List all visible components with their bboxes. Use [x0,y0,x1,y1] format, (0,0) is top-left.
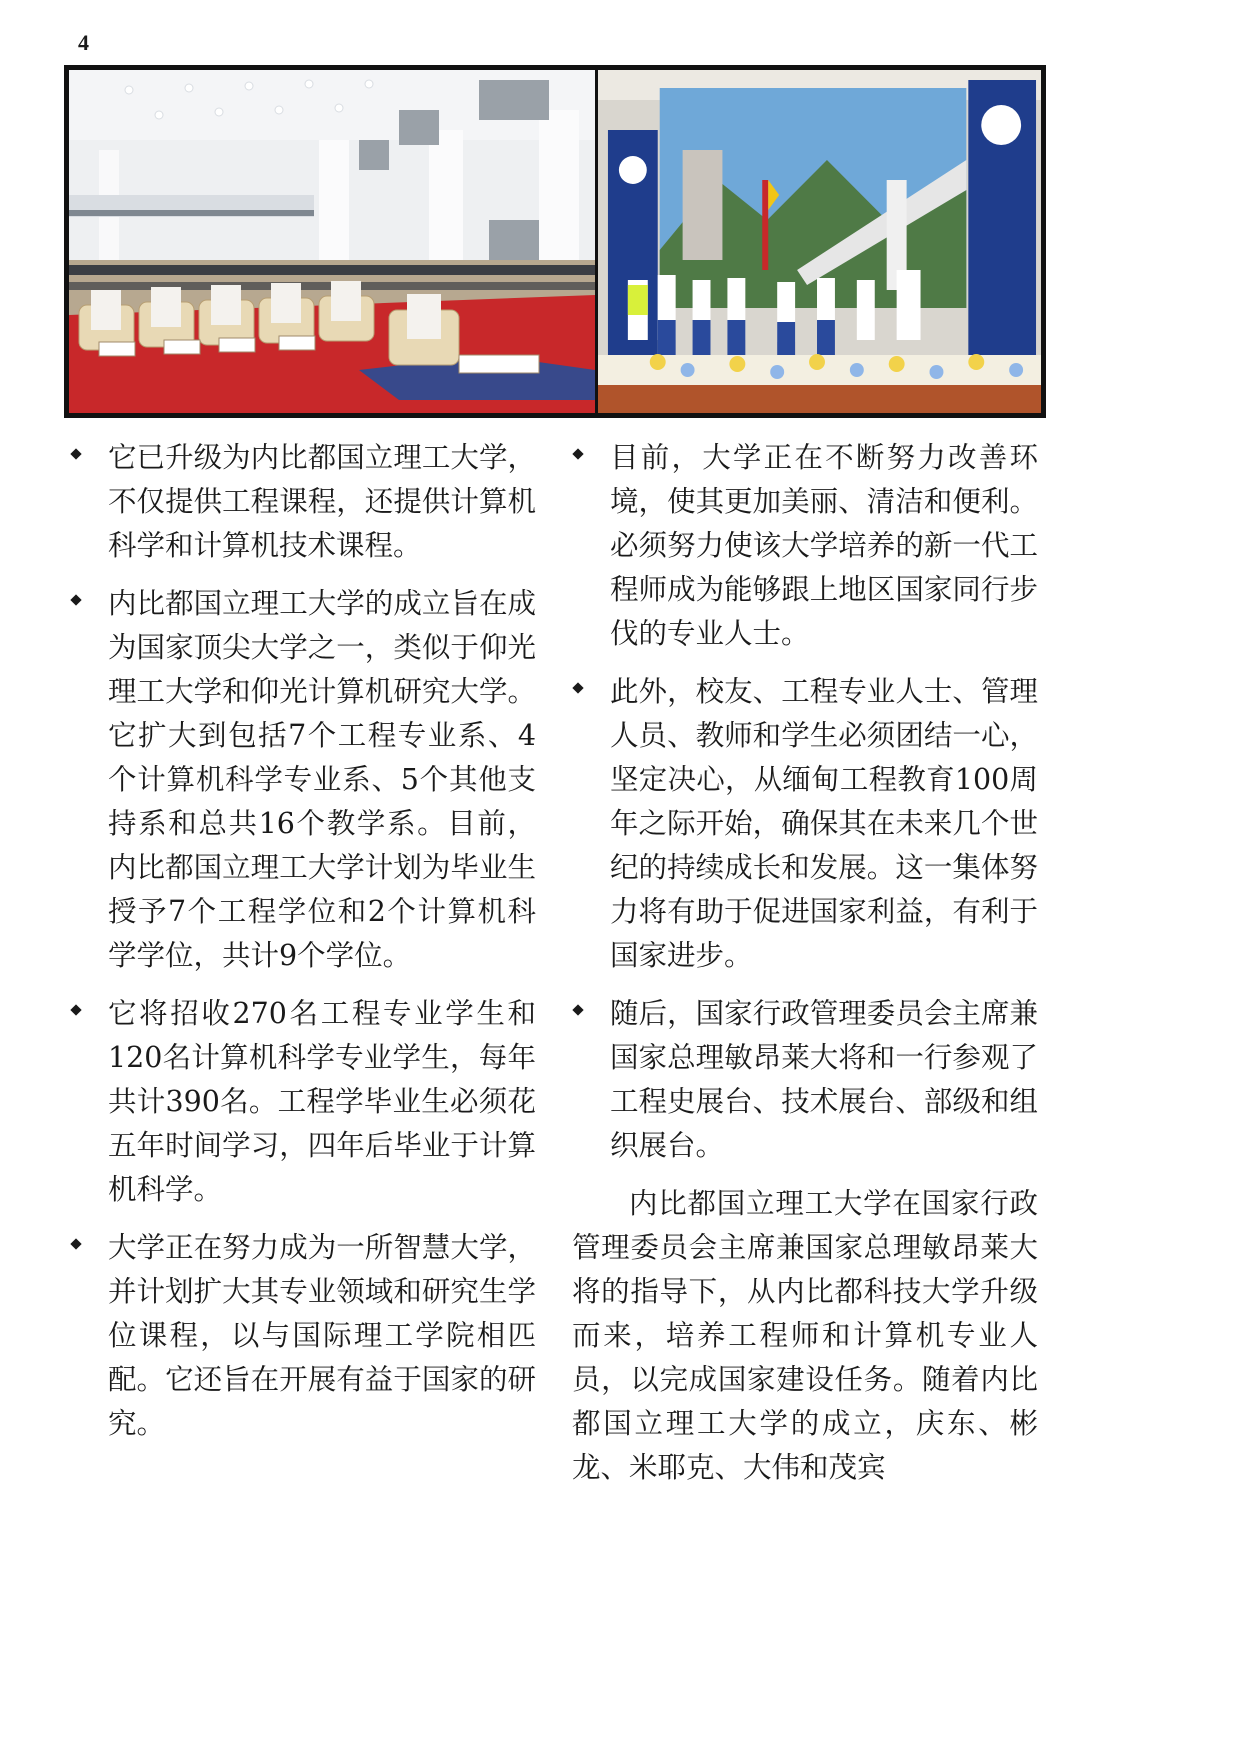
right-bullet-list [572,436,1038,1168]
stage-ceremony-photo [598,70,1041,413]
diamond-bullet-icon [572,682,583,693]
bullet-text: 它将招收270名工程专业学生和120名计算机科学专业学生，每年共计390名。工程学毕业生必须花五年时间学习，四年后毕业于计算机科学。 [108,997,536,1206]
bullet-text: 目前，大学正在不断努力改善环境，使其更加美丽、清洁和便利。必须努力使该大学培养的新一代工程师成为能够跟上地区国家同行步伐的专业人士。 [610,441,1038,650]
diamond-bullet-icon [70,1004,81,1015]
bullet-text: 它已升级为内比都国立理工大学，不仅提供工程课程，还提供计算机科学和计算机技术课程。 [108,441,536,562]
bullet-text: 大学正在努力成为一所智慧大学，并计划扩大其专业领域和研究生学位课程，以与国际理工学院相匹配。它还旨在开展有益于国家的研究。 [108,1231,536,1440]
bullet-text: 内比都国立理工大学的成立旨在成为国家顶尖大学之一，类似于仰光理工大学和仰光计算机研究大学。它扩大到包括7个工程专业系、4个计算机科学专业系、5个其他支持系和总共16个教学系。目前，内比都国立理工大学计划为毕业生授予7个工程学位和2个计算机科学学位，共计9个学位。 [108,587,536,972]
diamond-bullet-icon [70,448,81,459]
diamond-bullet-icon [70,594,81,605]
bullet-item [572,670,1038,978]
body-paragraph: 内比都国立理工大学在国家行政管理委员会主席兼国家总理敏昂莱大将的指导下，从内比都科技大学升级而来，培养工程师和计算机专业人员，以完成国家建设任务。随着内比都国立理工大学的成立，庆东、彬龙、米耶克、大伟和茂宾 [572,1187,1038,1484]
page-number: 4 [78,30,89,55]
bullet-item [70,436,536,568]
left-column [70,436,536,1460]
diamond-bullet-icon [572,1004,583,1015]
auditorium-illustration [69,70,595,413]
bullet-text: 随后，国家行政管理委员会主席兼国家总理敏昂莱大将和一行参观了工程史展台、技术展台、部级和组织展台。 [610,997,1038,1162]
bullet-item [70,1226,536,1446]
left-bullet-list [70,436,536,1446]
diamond-bullet-icon [572,448,583,459]
bullet-item [70,992,536,1212]
photo-strip [64,65,1046,418]
stage-illustration [598,70,1041,413]
bullet-item [70,582,536,978]
right-column [572,436,1038,1490]
bullet-text: 此外，校友、工程专业人士、管理人员、教师和学生必须团结一心，坚定决心，从缅甸工程教育100周年之际开始，确保其在未来几个世纪的持续成长和发展。这一集体努力将有助于促进国家利益，有利于国家进步。 [610,675,1038,972]
diamond-bullet-icon [70,1238,81,1249]
auditorium-audience-photo [69,70,595,413]
bullet-item [572,436,1038,656]
bullet-item [572,992,1038,1168]
